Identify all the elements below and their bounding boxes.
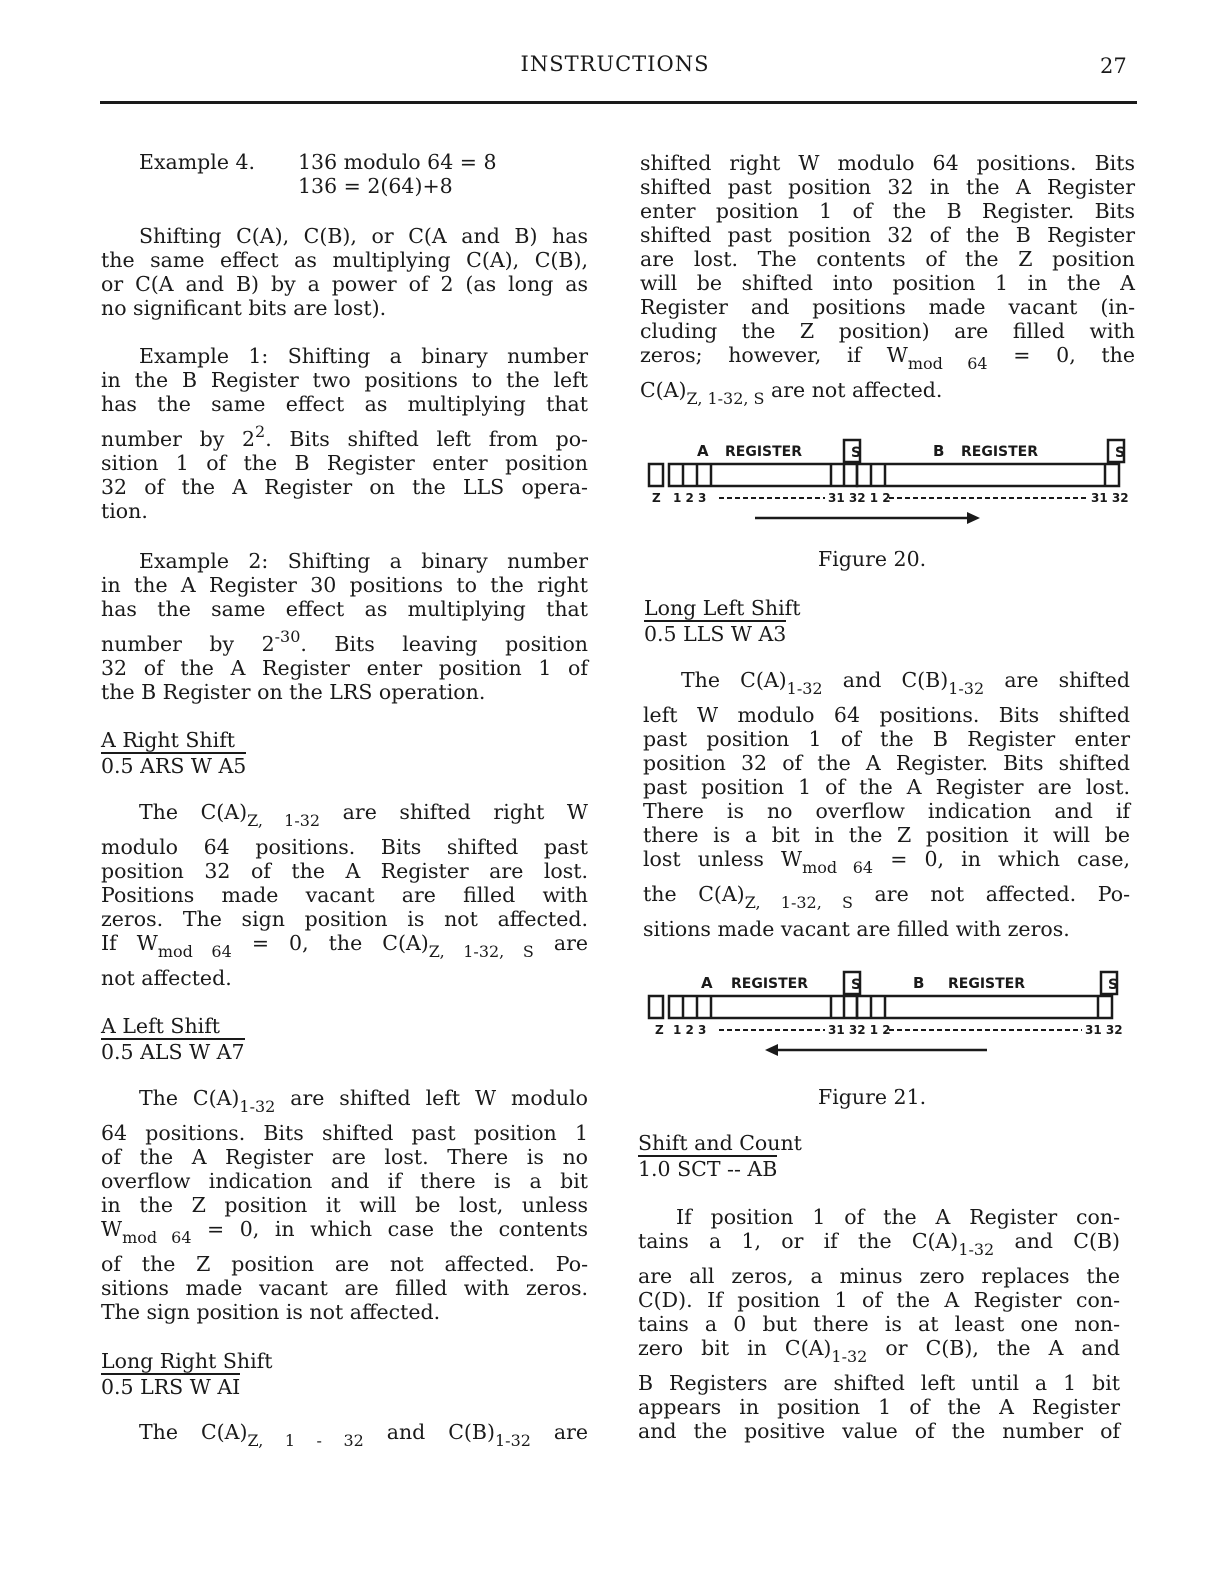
figure-20-caption: Figure 20.: [818, 547, 927, 571]
als-heading: [101, 1014, 588, 1064]
a-register-letter: A: [701, 974, 713, 992]
figure-20-register-diagram: [645, 434, 1135, 530]
sct-paragraph: If position 1 of the A Register con- tains a 1, or if the $C(A)_{1-32}$ and C(B) are all zeros, a minus zero replaces the C(D). If position 1 of the A Register con- tains a 0 but there is at least one non- zero bit in $C(A)_{1-32}$ or C(B), the A and B Registers are shifted left until a 1 bit appears in position 1 of the A Register and the positive value of the number of: [638, 1205, 1121, 1443]
figure-21-register-diagram: [645, 966, 1135, 1062]
lrs-heading: [101, 1349, 588, 1399]
ruler-z-label: Z: [652, 491, 661, 505]
example-4-line-2: 136 = 2(64)+8: [298, 174, 453, 198]
instruction-code: 0.5 LLS W A3: [644, 622, 787, 646]
ruler-end: 31 32: [1091, 491, 1129, 505]
section-title: A Left Shift: [101, 1014, 221, 1038]
b-register-box: [857, 464, 1119, 486]
a-register-label: REGISTER: [731, 976, 809, 992]
b-sign-label: S: [1108, 977, 1119, 993]
instruction-code: 1.0 SCT -- AB: [638, 1157, 778, 1181]
sct-heading: [638, 1131, 1133, 1181]
arrowhead-right-icon: [967, 512, 980, 524]
shifting-paragraph: Shifting C(A), C(B), or C(A and B) has the same effect as multiplying C(A), C(B), or C(A and B) by a power of 2 (as long as no significant bits are lost).: [101, 224, 588, 320]
instruction-code: 0.5 ALS W A7: [101, 1040, 245, 1064]
b-register-letter: B: [933, 442, 945, 460]
a-sign-label: S: [851, 445, 862, 461]
running-header: INSTRUCTIONS: [520, 52, 710, 76]
ars-heading: [101, 728, 588, 778]
b-register-letter: B: [913, 974, 925, 992]
exponent: 2: [255, 422, 266, 442]
ruler-a-start: 1 2 3: [673, 1023, 707, 1037]
ruler-end: 31 32: [1085, 1023, 1123, 1037]
ruler-z-label: Z: [655, 1023, 664, 1037]
arrowhead-left-icon: [765, 1044, 778, 1056]
instruction-code: 0.5 LRS W AI: [101, 1375, 241, 1399]
section-title: A Right Shift: [101, 728, 236, 752]
example-4-label: Example 4.: [139, 150, 256, 174]
a-register-letter: A: [697, 442, 709, 460]
b-register-label: REGISTER: [948, 976, 1026, 992]
z-bit-box: [649, 996, 663, 1018]
ars-paragraph: The $C(A)_{Z, 1-32}$ are shifted right W modulo 64 positions. Bits shifted past position 32 of the A Register are lost. Positions made vacant are filled with zeros. The sign position is not affected. If $W_{mod 64} = 0$, the $C(A)_{Z, 1-32, S}$ are not affected.: [101, 800, 589, 990]
ruler-middle: 31 32 1 2: [828, 1023, 891, 1037]
b-register-label: REGISTER: [961, 444, 1039, 460]
header-rule: [100, 101, 1137, 104]
example-2-paragraph: Example 2: Shifting a binary number in the A Register 30 positions to the right has the same effect as multiplying that number by $2^{-30}$. Bits leaving position 32 of the A Register enter position 1 of the B Register on the LRS operation.: [101, 549, 588, 704]
als-paragraph: The $C(A)_{1-32}$ are shifted left W modulo 64 positions. Bits shifted past position 1 of the A Register are lost. There is no overflow indication and if there is a bit in the Z position it will be lost, unless $W_{mod 64} = 0$, in which case the contents of the Z position are not affected. Po- sitions made vacant are filled with zeros. The sign position is not affected.: [101, 1086, 588, 1324]
z-bit-box: [649, 464, 663, 486]
example-1-paragraph: Example 1: Shifting a binary number in the B Register two positions to the left has the same effect as multiplying that number by $2^2$. Bits shifted left from po- sition 1 of the B Register enter position 32 of the A Register on the LLS opera- tion.: [101, 344, 588, 523]
ruler-a-start: 1 2 3: [673, 491, 707, 505]
example-4-line-1: 136 modulo 64 = 8: [298, 150, 497, 174]
a-sign-label: S: [851, 977, 862, 993]
section-title: Long Left Shift: [644, 596, 801, 620]
figure-21-caption: Figure 21.: [818, 1085, 927, 1109]
lls-paragraph: The $C(A)_{1-32}$ and $C(B)_{1-32}$ are shifted left W modulo 64 positions. Bits shifted past position 1 of the B Register enter position 32 of the A Register. Bits shifted past position 1 of the A Register are lost. There is no overflow indication and if there is a bit in the Z position it will be lost unless $W_{mod 64} = 0$, in which case, the $C(A)_{Z, 1-32, S}$ are not affected. Po- sitions made vacant are filled with zeros.: [643, 668, 1131, 941]
a-register-label: REGISTER: [725, 444, 803, 460]
page-number: 27: [1100, 54, 1127, 78]
lls-heading: [644, 596, 1139, 646]
section-title: Shift and Count: [638, 1131, 802, 1155]
ruler-middle: 31 32 1 2: [828, 491, 891, 505]
lrs-paragraph-start: The $C(A)_{Z, 1 - 32}$ and $C(B)_{1-32}$ are: [139, 1420, 589, 1451]
exponent: -30: [274, 627, 301, 647]
instruction-code: 0.5 ARS W A5: [101, 754, 247, 778]
b-sign-label: S: [1115, 445, 1126, 461]
section-title: Long Right Shift: [101, 1349, 273, 1373]
lrs-paragraph-continued: shifted right W modulo 64 positions. Bits shifted past position 32 in the A Register enter position 1 of the B Register. Bits shifted past position 32 of the B Register are lost. The contents of the Z position will be shifted into position 1 in the A Register and positions made vacant (in- cluding the Z position) are filled with zeros; however, if $W_{mod 64} = 0$, the $C(A)_{Z, 1-32, S}$ are not affected.: [640, 151, 1136, 409]
b-register-box: [857, 996, 1112, 1018]
